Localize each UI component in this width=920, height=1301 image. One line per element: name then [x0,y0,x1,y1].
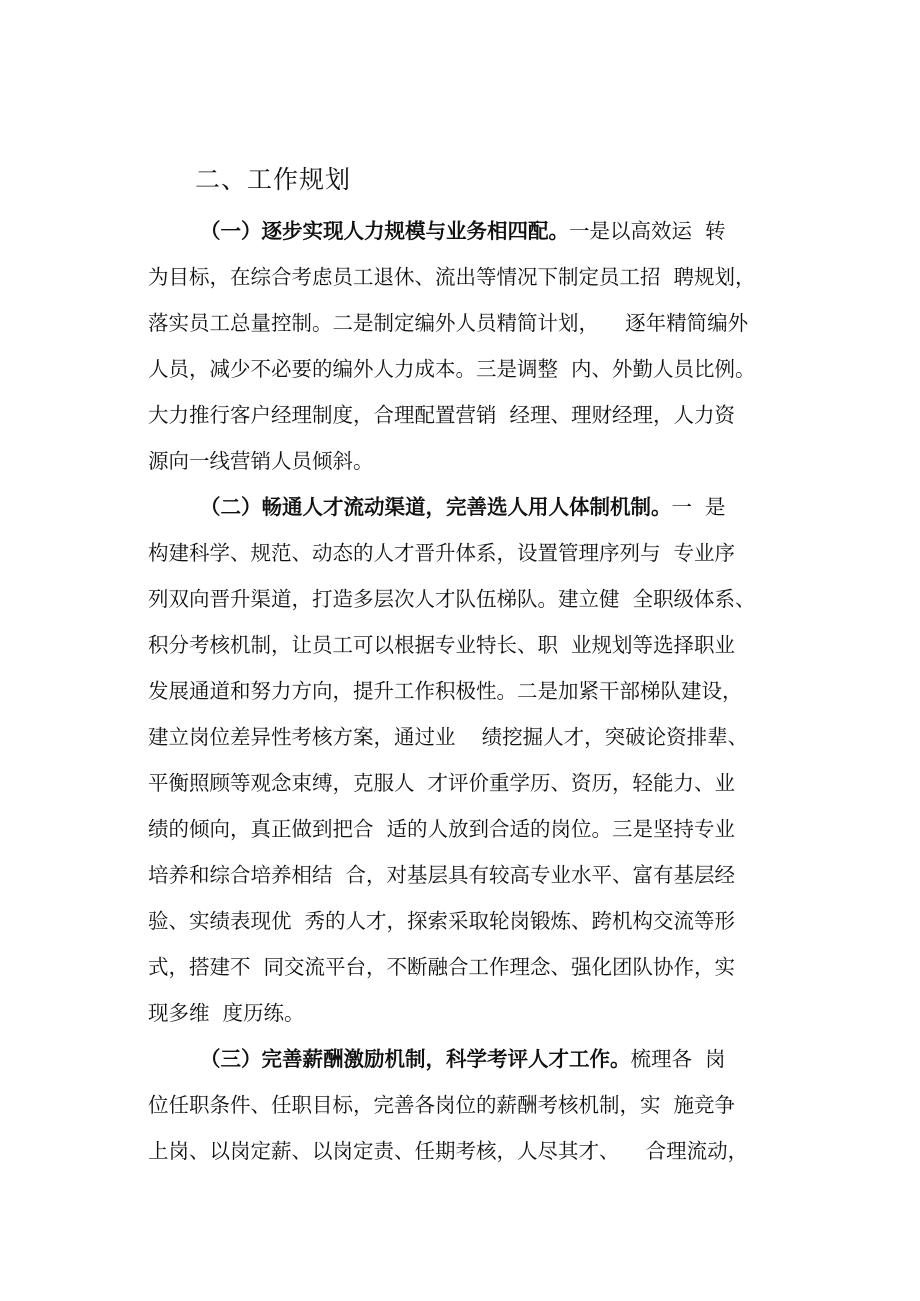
paragraph-line: 列双向晋升渠道，打造多层次人才队伍梯队。建立健 全职级体系、 [148,587,756,611]
paragraph-line: 上岗、以岗定薪、以岗定责、任期考核，人尽其才、 合理流动， [148,1139,749,1163]
paragraph-3-line-1 [200,1036,880,1082]
paragraph-line: 发展通道和努力方向，提升工作积极性。二是加紧干部梯队建设， [148,679,743,703]
paragraph-1-line-1 [200,208,880,254]
paragraph-1-text: 一是以高效运 转 [569,219,726,243]
paragraph-3-text: 梳理各 岗 [630,1047,726,1071]
paragraph-line: 式，搭建不 同交流平台，不断融合工作理念、强化团队协作，实 [148,955,736,979]
paragraph-line: 为目标，在综合考虑员工退休、流出等情况下制定员工招 聘规划， [148,265,756,289]
paragraph-line: 落实员工总量控制。二是制定编外人员精简计划， 逐年精简编外 [148,311,749,335]
paragraph-2-title: （二）畅通人才流动渠道，完善选人用人体制机制。 [200,495,672,519]
paragraph-line: 培养和综合培养相结 合，对基层具有较高专业水平、富有基层经 [148,863,736,887]
section-heading: 二、工作规划 [195,165,352,194]
paragraph-line: 大力推行客户经理制度，合理配置营销 经理、理财经理，人力资 [148,403,736,427]
paragraph-line: 建立岗位差异性考核方案，通过业 绩挖掘人才，突破论资排辈、 [148,725,749,749]
paragraph-line: 人员，减少不必要的编外人力成本。三是调整 内、外勤人员比例。 [148,357,756,381]
paragraph-line: 位任职条件、任职目标，完善各岗位的薪酬考核机制，实 施竞争 [148,1093,736,1117]
paragraph-2-text: 一 是 [671,495,726,519]
paragraph-line: 验、实绩表现优 秀的人才，探索采取轮岗锻炼、跨机构交流等形 [148,909,736,933]
paragraph-3-title: （三）完善薪酬激励机制，科学考评人才工作。 [200,1047,631,1071]
paragraph-line: 现多维 度历练。 [148,1001,305,1025]
paragraph-line: 积分考核机制，让员工可以根据专业特长、职 业规划等选择职业 [148,633,736,657]
paragraph-line: 源向一线营销人员倾斜。 [148,449,374,473]
paragraph-2-line-1 [200,484,880,530]
paragraph-line: 平衡照顾等观念束缚，克服人 才评价重学历、资历，轻能力、业 [148,771,736,795]
paragraph-line: 绩的倾向，真正做到把合 适的人放到合适的岗位。三是坚持专业 [148,817,736,841]
paragraph-line: 构建科学、规范、动态的人才晋升体系，设置管理序列与 专业序 [148,541,736,565]
paragraph-1-title: （一）逐步实现人力规模与业务相四配。 [200,219,569,243]
